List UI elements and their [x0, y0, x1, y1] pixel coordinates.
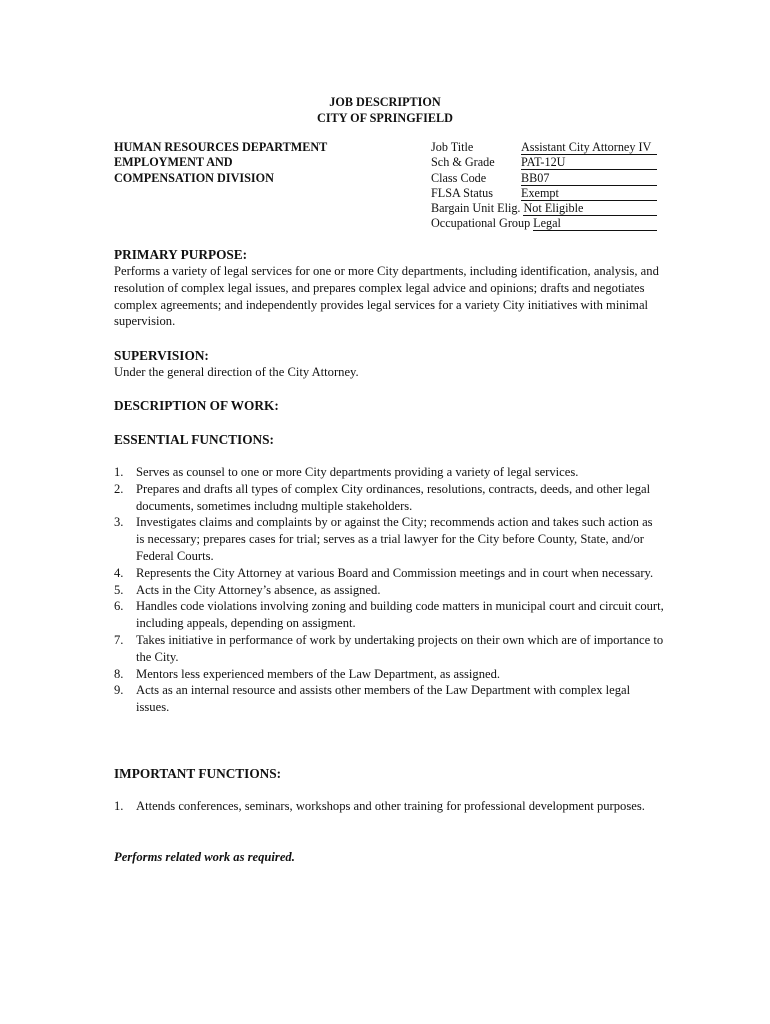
- occupational-group-label: Occupational Group: [431, 216, 531, 231]
- department-line-3: COMPENSATION DIVISION: [114, 170, 274, 185]
- supervision-heading: SUPERVISION:: [114, 348, 209, 363]
- job-info-row-occupational-group: [431, 216, 671, 231]
- job-info-row-class-code: [431, 171, 671, 186]
- primary-purpose-text: Performs a variety of legal services for one or more City departments, including identification, analysis, and resolution of complex legal issues, and prepares complex legal advice and opinions; drafts and negotiates complex agreements; and independently provides legal services for a variety City initiatives with minimal supervision.: [114, 264, 659, 329]
- primary-purpose-heading: PRIMARY PURPOSE:: [114, 247, 248, 262]
- list-item: 5. Acts in the City Attorney’s absence, as assigned.: [114, 582, 381, 597]
- list-item: 1. Attends conferences, seminars, workshops and other training for professional development purposes.: [114, 799, 645, 813]
- job-info-row-bargain-unit: [431, 201, 671, 216]
- important-functions-heading: IMPORTANT FUNCTIONS:: [114, 766, 282, 781]
- job-info-row-flsa: [431, 186, 671, 201]
- important-functions-list: [114, 798, 664, 815]
- department-line-2: EMPLOYMENT AND: [114, 155, 233, 170]
- flsa-status-value: Exempt: [521, 186, 657, 201]
- job-info-table: [431, 140, 671, 232]
- bargain-unit-label: Bargain Unit Elig.: [431, 201, 521, 216]
- list-item: 3. Investigates claims and complaints by or against the City; recommends action and takes such action as is necessary; prepares cases for trial; serves as a trial lawyer for the City before County, State, and/or Federal Courts.: [114, 515, 653, 563]
- grade-label: Sch & Grade: [431, 155, 495, 170]
- job-info-row-grade: [431, 155, 671, 170]
- job-title-value: Assistant City Attorney IV: [521, 140, 657, 155]
- department-line-1: HUMAN RESOURCES DEPARTMENT: [114, 140, 328, 154]
- class-code-value: BB07: [521, 171, 657, 186]
- occupational-group-value: Legal: [533, 216, 657, 231]
- essential-functions-list-wrapper: [114, 464, 664, 716]
- title-line-1: JOB DESCRIPTION: [329, 95, 441, 109]
- description-of-work-section: [114, 397, 664, 414]
- important-functions-section: [114, 765, 664, 782]
- description-of-work-heading: DESCRIPTION OF WORK:: [114, 398, 279, 413]
- important-functions-list-wrapper: [114, 798, 664, 815]
- list-item: 9. Acts as an internal resource and assists other members of the Law Department with complex legal issues.: [114, 683, 631, 715]
- bargain-unit-value: Not Eligible: [523, 201, 657, 216]
- closing-section: [114, 849, 664, 866]
- primary-purpose-section: [114, 246, 664, 330]
- list-item: 1. Serves as counsel to one or more City departments providing a variety of legal services.: [114, 465, 579, 479]
- grade-value: PAT-12U: [521, 155, 657, 170]
- department-block: [114, 140, 327, 186]
- title-line-2: CITY OF SPRINGFIELD: [317, 110, 453, 125]
- list-item: 4. Represents the City Attorney at various Board and Commission meetings and in court when necessary.: [114, 565, 654, 580]
- class-code-label: Class Code: [431, 170, 487, 185]
- supervision-text: Under the general direction of the City Attorney.: [114, 365, 359, 379]
- list-item: 8. Mentors less experienced members of the Law Department, as assigned.: [114, 666, 501, 681]
- list-item: 7. Takes initiative in performance of work by undertaking projects on their own which are of importance to the City.: [114, 632, 664, 664]
- closing-statement: Performs related work as required.: [114, 850, 295, 864]
- flsa-status-label: FLSA Status: [431, 185, 493, 200]
- job-info-row-job-title: [431, 140, 671, 155]
- job-title-label: Job Title: [431, 140, 474, 154]
- document-title: [0, 95, 770, 126]
- essential-functions-section: [114, 431, 664, 448]
- list-item: 6. Handles code violations involving zoning and building code matters in municipal court and circuit court, including appeals, depending on assigment.: [114, 599, 664, 631]
- supervision-section: [114, 347, 664, 381]
- essential-functions-list: [114, 464, 664, 716]
- list-item: 2. Prepares and drafts all types of complex City ordinances, resolutions, contracts, deeds, and other legal documents, sometimes includng multiple stakeholders.: [114, 481, 651, 513]
- essential-functions-heading: ESSENTIAL FUNCTIONS:: [114, 432, 274, 447]
